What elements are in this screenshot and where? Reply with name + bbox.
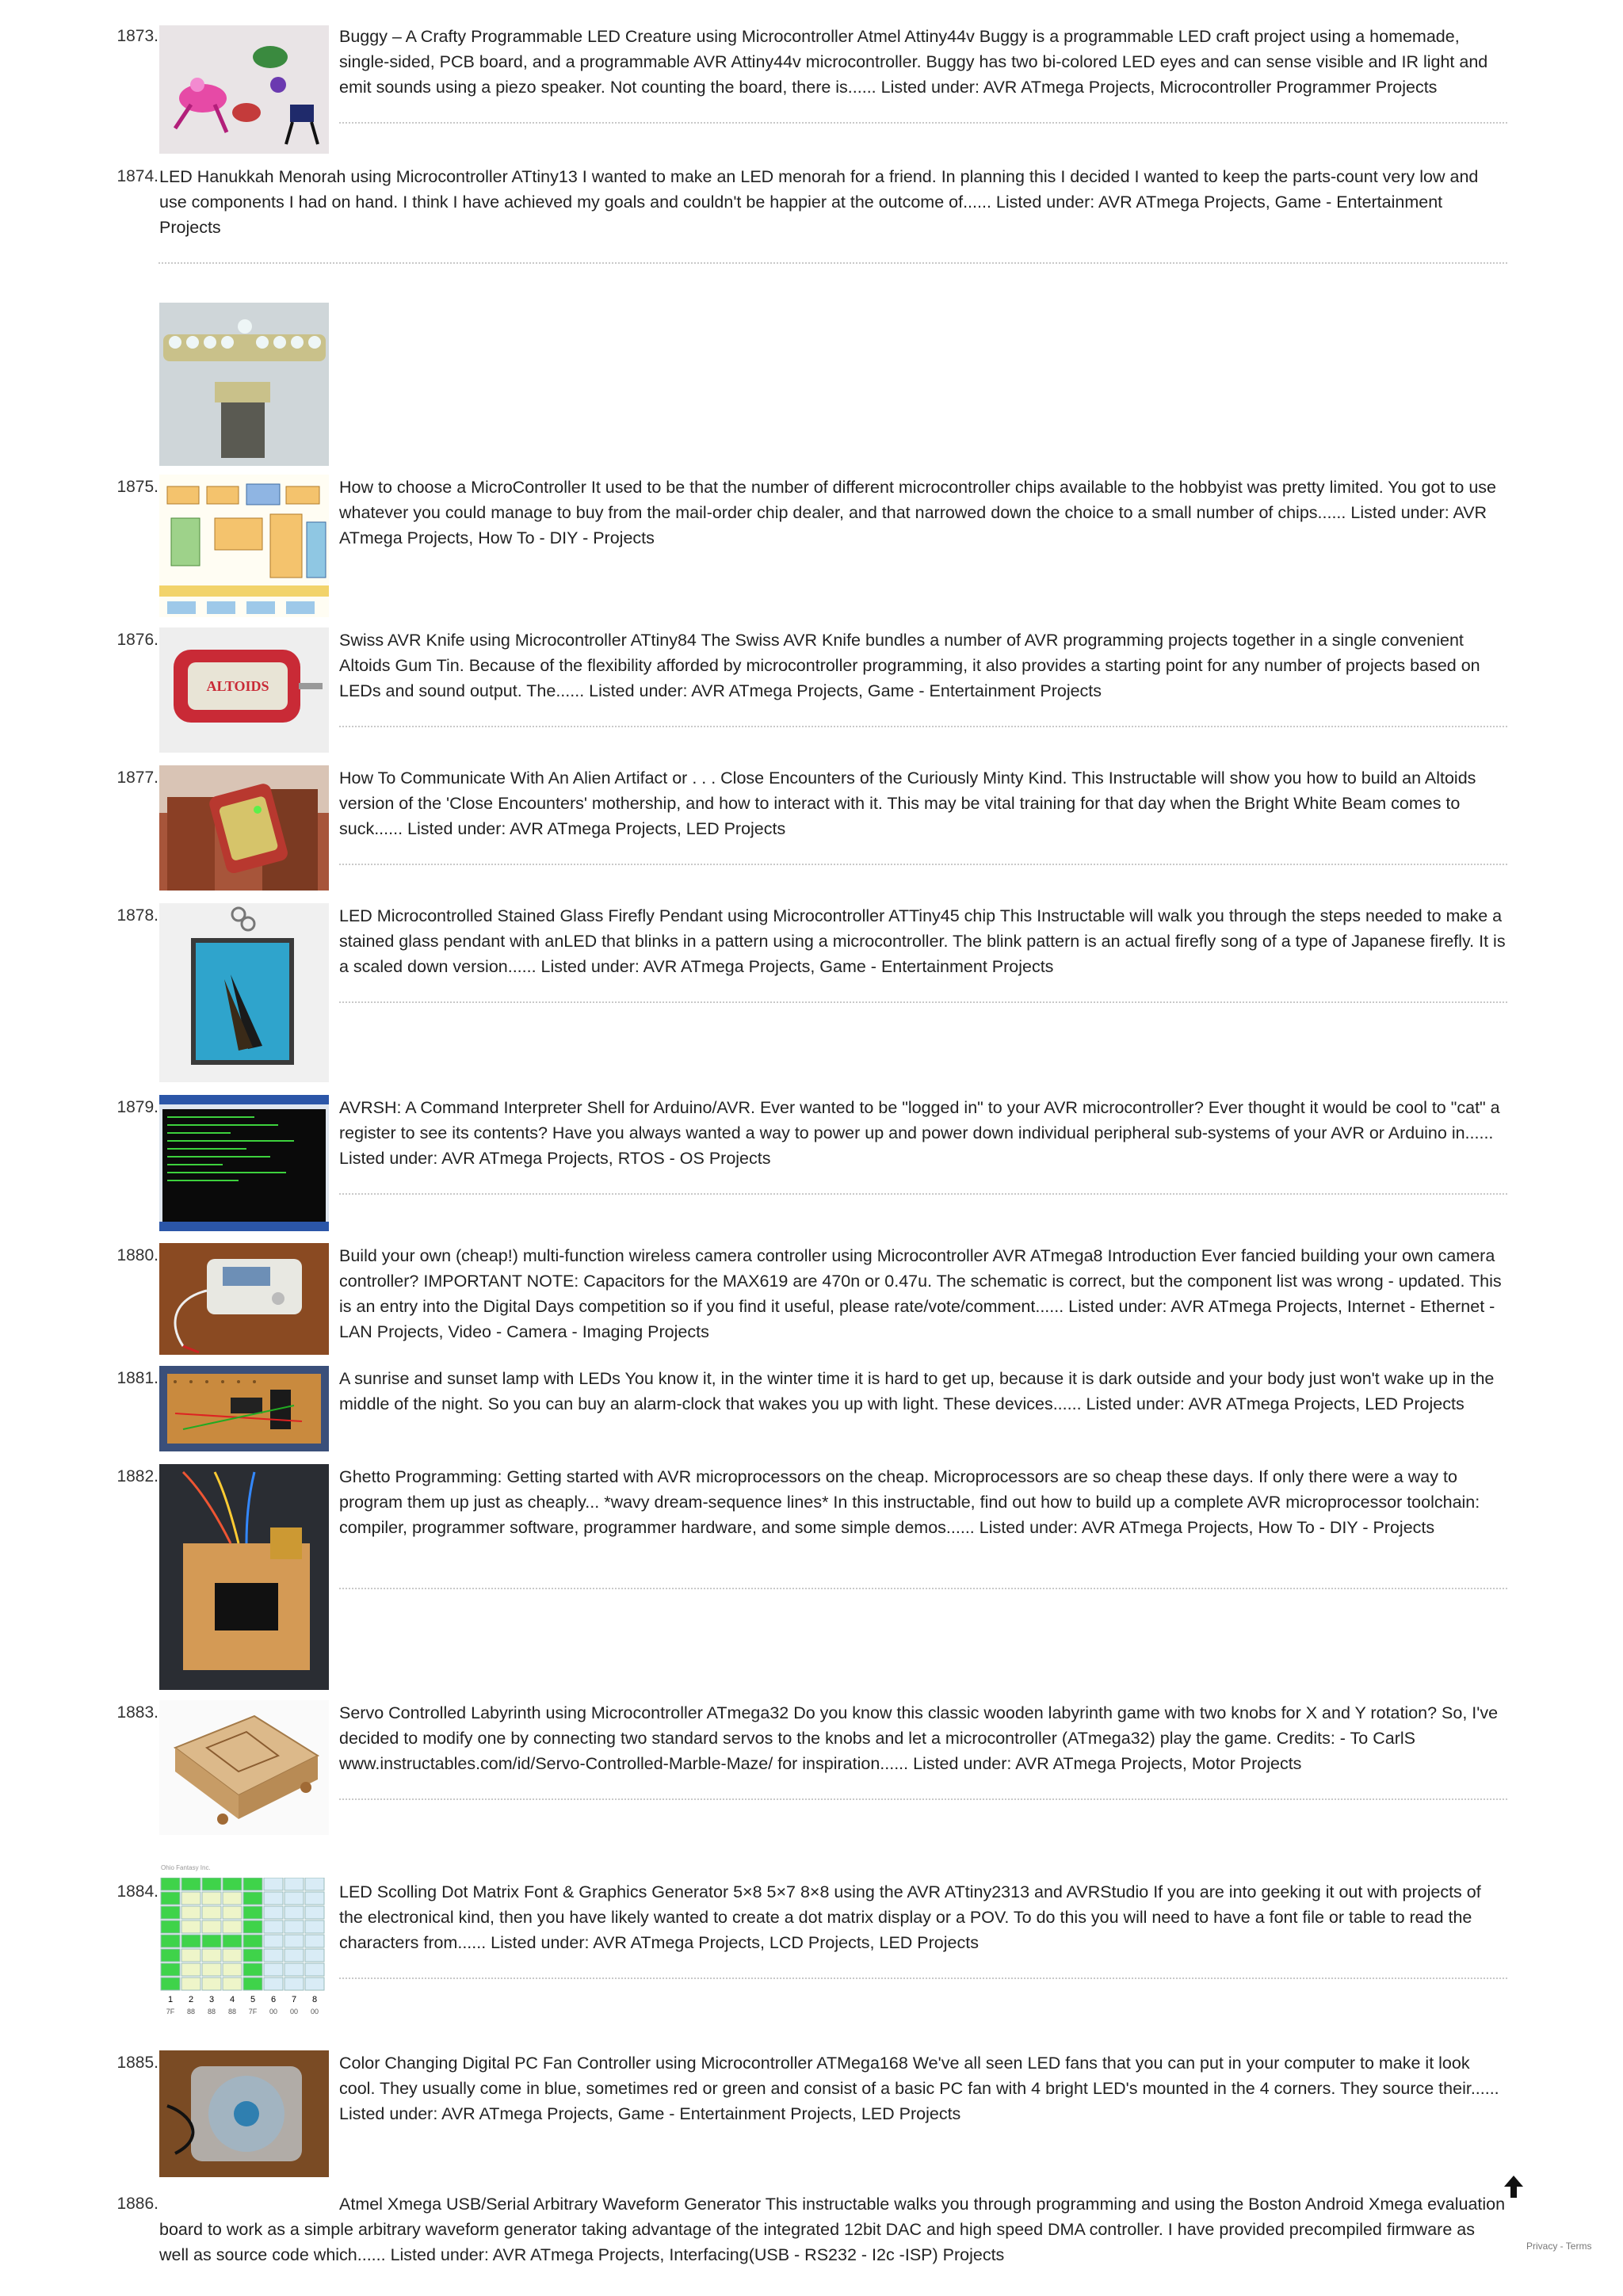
divider xyxy=(339,122,1507,124)
entry-link[interactable]: LED Microcontrolled Stained Glass Firefly Pendant using Microcontroller ATTiny45 chip This Instructable will walk you through the steps needed to make a stained glass pendant with anLED that blinks in a pattern using a microcontroller. The blink pattern is an actual firefly song of a type of Japanese firefly. It is a scaled down version...... xyxy=(339,906,1506,976)
entry-number: 1884. xyxy=(116,1882,158,1901)
matrix-cell xyxy=(223,1920,242,1933)
matrix-cell xyxy=(264,1878,283,1890)
entry-category[interactable]: Listed under: AVR ATmega Projects, Game - Entertainment Projects xyxy=(159,193,1443,237)
matrix-cell xyxy=(264,1978,283,1990)
matrix-column-number: 4 xyxy=(229,1995,235,2004)
entry-link[interactable]: Servo Controlled Labyrinth using Microcontroller ATmega32 Do you know this classic wooden labyrinth game with two knobs for X and Y rotation? So, I've decided to modify one by connecting two standard servos to the knobs and let a microcontroller (ATmega32) play the game. Credits: - To CarlS www.instructables.com/id/Servo-Controlled-Marble-Maze/ for inspiration...... xyxy=(339,1703,1499,1773)
matrix-cell xyxy=(223,1963,242,1976)
matrix-cell xyxy=(264,1920,283,1933)
matrix-cell xyxy=(243,1878,262,1890)
matrix-cell xyxy=(264,1906,283,1919)
svg-text:ALTOIDS: ALTOIDS xyxy=(206,678,269,694)
matrix-cell xyxy=(202,1906,221,1919)
entry-number: 1874. xyxy=(116,167,158,185)
matrix-cell xyxy=(305,1878,324,1890)
entry-description xyxy=(339,1366,1506,1417)
thumbnail-image[interactable] xyxy=(159,303,329,466)
matrix-cell xyxy=(264,1892,283,1905)
entry-category[interactable]: Listed under: AVR ATmega Projects, LED Projects xyxy=(407,819,786,838)
matrix-cell xyxy=(305,1892,324,1905)
matrix-cell xyxy=(305,1963,324,1976)
matrix-cell xyxy=(202,1935,221,1947)
matrix-cell xyxy=(285,1892,304,1905)
matrix-cell xyxy=(243,1920,262,1933)
matrix-hex-value: 88 xyxy=(227,2008,237,2016)
matrix-cell xyxy=(285,1920,304,1933)
entry-link[interactable]: How To Communicate With An Alien Artifact or . . . Close Encounters of the Curiously Minty Kind. This Instructable will show you how to build an Altoids version of the 'Close Encounters' mothership, and how to interact with it. This may be vital training for that day when the Bright White Beam comes to suck...... xyxy=(339,769,1476,838)
matrix-cell xyxy=(285,1935,304,1947)
matrix-cell xyxy=(161,1892,180,1905)
arrow-up-icon xyxy=(1503,2174,1525,2199)
entry-link[interactable]: Atmel Xmega USB/Serial Arbitrary Waveform Generator This instructable walks you through programming and using the Boston Android Xmega evaluation board to work as a simple arbitrary waveform generator taking advantage of the integrated 12bit DAC and high speed DMA controller. I have provided precompiled firmware as well as source code which...... xyxy=(159,2195,1506,2264)
matrix-cell xyxy=(285,1949,304,1962)
matrix-cell xyxy=(161,1935,180,1947)
matrix-cell xyxy=(264,1935,283,1947)
matrix-cell xyxy=(264,1963,283,1976)
thumbnail-image[interactable] xyxy=(159,1464,329,1690)
matrix-hex-value: 00 xyxy=(310,2008,319,2016)
matrix-cell xyxy=(181,1935,200,1947)
thumbnail-image[interactable] xyxy=(159,627,329,753)
entry-description xyxy=(339,1700,1506,1776)
matrix-cell xyxy=(305,1920,324,1933)
thumbnail-image[interactable] xyxy=(159,1859,329,2025)
matrix-cell xyxy=(161,1949,180,1962)
matrix-cell xyxy=(243,1935,262,1947)
matrix-cell xyxy=(181,1963,200,1976)
entry-description xyxy=(339,903,1506,979)
entry-description xyxy=(339,1095,1506,1171)
matrix-hex-value: 7F xyxy=(248,2008,258,2016)
matrix-column-number: 3 xyxy=(208,1995,215,2004)
thumbnail-image[interactable] xyxy=(159,1095,329,1231)
matrix-column-number: 8 xyxy=(311,1995,318,2004)
matrix-cell xyxy=(305,1906,324,1919)
dot-matrix-grid xyxy=(159,1878,329,2025)
matrix-cell xyxy=(181,1949,200,1962)
matrix-column-number: 7 xyxy=(291,1995,297,2004)
thumbnail-image[interactable] xyxy=(159,903,329,1082)
matrix-hex-value: 88 xyxy=(207,2008,216,2016)
matrix-cell xyxy=(202,1963,221,1976)
entry-link[interactable]: Build your own (cheap!) multi-function wireless camera controller using Microcontroller AVR ATmega8 Introduction Ever fancied building your own camera controller? IMPORTANT NOTE: Capacitors for the MAX619 are 470n or 0.47u. The schematic is correct, but the component list was wrong - updated. This is an entry into the Digital Days competition so if you find it useful, please rate/vote/comment...... xyxy=(339,1246,1502,1316)
matrix-cell xyxy=(202,1878,221,1890)
matrix-cell xyxy=(161,1963,180,1976)
entry-description xyxy=(339,2050,1506,2126)
matrix-cell xyxy=(305,1978,324,1990)
entry-link[interactable]: AVRSH: A Command Interpreter Shell for Arduino/AVR. Ever wanted to be "logged in" to your AVR microcontroller? Ever thought it would be cool to "cat" a register to see its contents? Have you always wanted a way to power up and power down individual peripheral sub-systems of your AVR or Arduino in...... xyxy=(339,1098,1500,1142)
dot-matrix-label: Ohio Fantasy Inc. xyxy=(161,1864,211,1871)
matrix-cell xyxy=(202,1920,221,1933)
entry-category[interactable]: Listed under: AVR ATmega Projects, Microcontroller Programmer Projects xyxy=(880,78,1438,97)
matrix-cell xyxy=(285,1878,304,1890)
entry-link[interactable]: Ghetto Programming: Getting started with AVR microprocessors on the cheap. Microprocessors are so cheap these days. If only there were a way to program them up just as cheaply... *wavy dream-sequence lines* In this instructable, find out how to build up a complete AVR microprocessor toolchain: compiler, programmer software, programmer hardware, and some simple demos...... xyxy=(339,1467,1480,1537)
matrix-cell xyxy=(243,1949,262,1962)
entry-link[interactable]: LED Scolling Dot Matrix Font & Graphics Generator 5×8 5×7 8×8 using the AVR ATtiny2313 and AVRStudio If you are into geeking it out with projects of the electronical kind, then you have likely wanted to create a dot matrix display or a POV. To do this you will need to have a font file or table to read the characters from...... xyxy=(339,1882,1481,1952)
thumbnail-image[interactable] xyxy=(159,475,329,617)
divider xyxy=(339,1193,1507,1195)
entry-category[interactable]: Listed under: AVR ATmega Projects, Interfacing(USB - RS232 - I2c -ISP) Projects xyxy=(390,2245,1005,2264)
entry-description xyxy=(339,1879,1506,1955)
matrix-column-number: 6 xyxy=(270,1995,277,2004)
matrix-cell xyxy=(161,1978,180,1990)
entry-number: 1883. xyxy=(116,1703,158,1722)
entry-category[interactable]: Listed under: AVR ATmega Projects, Motor Projects xyxy=(913,1754,1302,1773)
matrix-cell xyxy=(285,1978,304,1990)
entry-number: 1880. xyxy=(116,1246,158,1264)
privacy-terms-link[interactable]: Privacy - Terms xyxy=(1526,2241,1592,2252)
entry-link[interactable]: Buggy – A Crafty Programmable LED Creature using Microcontroller Atmel Attiny44v Buggy is a programmable LED craft project using a homemade, single-sided, PCB board, and a programmable AVR Attiny44v microcontroller. Buggy has two bi-colored LED eyes and can sense visible and IR light and emit sounds using a piezo speaker. Not counting the board, there is...... xyxy=(339,27,1488,97)
divider xyxy=(339,864,1507,865)
divider xyxy=(339,1978,1507,1979)
thumbnail-image[interactable] xyxy=(159,2050,329,2177)
matrix-cell xyxy=(161,1878,180,1890)
thumbnail-image[interactable] xyxy=(159,1243,329,1355)
thumbnail-image[interactable] xyxy=(159,1366,329,1451)
entry-number: 1881. xyxy=(116,1369,158,1387)
entry-description xyxy=(339,1464,1506,1540)
entry-link[interactable]: A sunrise and sunset lamp with LEDs You know it, in the winter time it is hard to get up, because it is dark outside and your body just won't wake up in the middle of the night. So you can buy an alarm-clock that wakes you up with light. These devices...... xyxy=(339,1369,1495,1413)
entry-number: 1877. xyxy=(116,769,158,787)
entry-category[interactable]: Listed under: AVR ATmega Projects, Game - Entertainment Projects xyxy=(589,681,1102,700)
matrix-cell xyxy=(181,1906,200,1919)
matrix-cell xyxy=(223,1949,242,1962)
matrix-cell xyxy=(223,1906,242,1919)
entry-category[interactable]: Listed under: AVR ATmega Projects, RTOS - OS Projects xyxy=(339,1149,771,1168)
matrix-hex-value: 7F xyxy=(166,2008,175,2016)
entry-link[interactable]: LED Hanukkah Menorah using Microcontroller ATtiny13 I wanted to make an LED menorah for a friend. In planning this I decided I wanted to keep the parts-count very low and use components I had on hand. I think I have achieved my goals and couldn't be happier at the outcome of...... xyxy=(159,167,1479,212)
entry-number: 1885. xyxy=(116,2054,158,2072)
matrix-cell xyxy=(161,1920,180,1933)
matrix-cell xyxy=(223,1978,242,1990)
entry-category[interactable]: Listed under: AVR ATmega Projects, How To - DIY - Projects xyxy=(339,503,1487,547)
entry-description xyxy=(339,1243,1506,1344)
matrix-cell xyxy=(202,1978,221,1990)
matrix-cell xyxy=(181,1892,200,1905)
matrix-cell xyxy=(305,1949,324,1962)
thumbnail-image[interactable] xyxy=(159,25,329,154)
divider xyxy=(339,726,1507,727)
matrix-cell xyxy=(202,1892,221,1905)
matrix-cell xyxy=(202,1949,221,1962)
matrix-cell xyxy=(305,1935,324,1947)
matrix-cell xyxy=(181,1978,200,1990)
matrix-column-number: 2 xyxy=(188,1995,194,2004)
entry-description xyxy=(159,2191,1507,2267)
matrix-cell xyxy=(181,1920,200,1933)
matrix-column-number: 5 xyxy=(250,1995,256,2004)
entry-number: 1876. xyxy=(116,631,158,649)
matrix-cell xyxy=(223,1878,242,1890)
divider xyxy=(339,1798,1507,1800)
entry-number: 1875. xyxy=(116,478,158,496)
entry-category[interactable]: Listed under: AVR ATmega Projects, Game - Entertainment Projects, LED Projects xyxy=(339,2104,961,2123)
entry-number: 1879. xyxy=(116,1098,158,1116)
divider xyxy=(339,1588,1507,1589)
matrix-cell xyxy=(243,1906,262,1919)
thumbnail-image[interactable] xyxy=(159,765,329,891)
matrix-cell xyxy=(243,1892,262,1905)
matrix-cell xyxy=(264,1949,283,1962)
entry-description xyxy=(159,164,1507,240)
entry-description xyxy=(339,627,1506,704)
matrix-cell xyxy=(285,1963,304,1976)
entry-number: 1882. xyxy=(116,1467,158,1486)
entry-number: 1886. xyxy=(116,2195,158,2213)
entry-category[interactable]: Listed under: AVR ATmega Projects, LCD Projects, LED Projects xyxy=(491,1933,979,1952)
matrix-cell xyxy=(285,1906,304,1919)
entry-category[interactable]: Listed under: AVR ATmega Projects, LED Projects xyxy=(1086,1394,1465,1413)
matrix-hex-value: 88 xyxy=(186,2008,196,2016)
matrix-cell xyxy=(161,1906,180,1919)
entry-category[interactable]: Listed under: AVR ATmega Projects, How To - DIY - Projects xyxy=(979,1518,1435,1537)
matrix-column-number: 1 xyxy=(167,1995,174,2004)
divider xyxy=(158,262,1507,264)
matrix-cell xyxy=(243,1978,262,1990)
entry-description xyxy=(339,24,1506,100)
entry-description xyxy=(339,475,1506,551)
entry-category[interactable]: Listed under: AVR ATmega Projects, Game - Entertainment Projects xyxy=(540,957,1054,976)
entry-category[interactable]: Listed under: AVR ATmega Projects, Internet - Ethernet - LAN Projects, Video - Camera - Imaging Projects xyxy=(339,1297,1495,1341)
matrix-cell xyxy=(223,1892,242,1905)
divider xyxy=(339,1001,1507,1003)
entry-number: 1873. xyxy=(116,27,158,45)
entry-description xyxy=(339,765,1506,841)
scroll-to-top-button[interactable] xyxy=(1503,2174,1525,2199)
entry-link[interactable]: How to choose a MicroController It used to be that the number of different microcontroller chips available to the hobbyist was pretty limited. You got to use whatever you could manage to buy from the mail-order chip dealer, and that narrowed down the choice to a small number of chips...... xyxy=(339,478,1496,522)
matrix-cell xyxy=(181,1878,200,1890)
matrix-hex-value: 00 xyxy=(269,2008,278,2016)
matrix-cell xyxy=(243,1963,262,1976)
entry-link[interactable]: Swiss AVR Knife using Microcontroller ATtiny84 The Swiss AVR Knife bundles a number of AVR programming projects together in a single convenient Altoids Gum Tin. Because of the flexibility afforded by microcontroller programming, it also provides a starting point for any number of projects based on LEDs and sound output. The...... xyxy=(339,631,1480,700)
thumbnail-image[interactable] xyxy=(159,1700,329,1835)
entry-link[interactable]: Color Changing Digital PC Fan Controller using Microcontroller ATMega168 We've all seen LED fans that you can put in your computer to make it look cool. They usually come in blue, sometimes red or green and consist of a basic PC fan with 4 bright LED's mounted in the 4 corners. They source their...... xyxy=(339,2054,1499,2098)
entry-number: 1878. xyxy=(116,906,158,925)
matrix-cell xyxy=(223,1935,242,1947)
matrix-hex-value: 00 xyxy=(289,2008,299,2016)
